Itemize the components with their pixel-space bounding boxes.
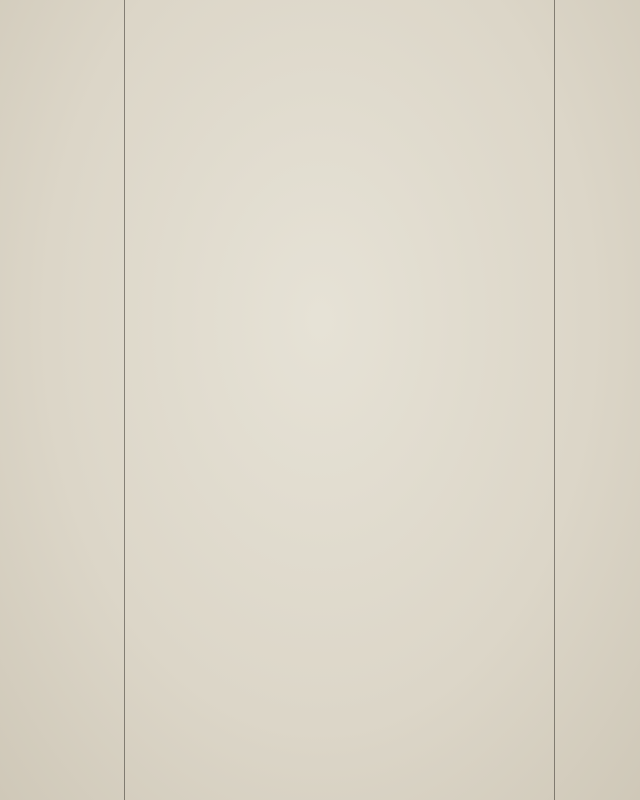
column-rule-right bbox=[554, 0, 555, 800]
column-rule-left bbox=[124, 0, 125, 800]
